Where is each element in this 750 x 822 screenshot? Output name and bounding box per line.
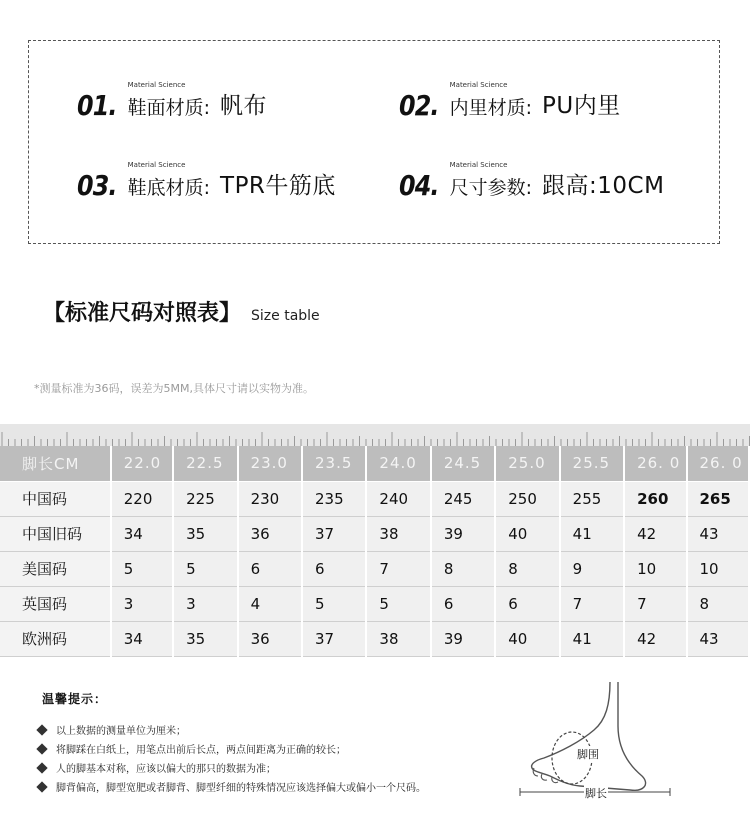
size-cell: 8	[495, 551, 559, 586]
size-cell: 40	[495, 516, 559, 551]
size-cell: 6	[431, 586, 495, 621]
size-cell: 6	[302, 551, 366, 586]
diamond-bullet-icon	[36, 781, 47, 792]
row-label: 美国码	[0, 551, 111, 586]
foot-length-cell: 22.0	[111, 446, 173, 481]
size-cell: 43	[687, 516, 750, 551]
material-number: 02.	[399, 89, 439, 122]
size-cell: 4	[238, 586, 302, 621]
foot-length-cell: 23.0	[238, 446, 302, 481]
size-cell: 8	[687, 586, 750, 621]
size-cell: 37	[302, 621, 366, 656]
size-cell: 38	[366, 516, 430, 551]
material-number: 04.	[399, 169, 439, 202]
material-science-caption: Material Science	[127, 161, 186, 169]
row-label: 欧洲码	[0, 621, 111, 656]
material-item-4	[399, 161, 665, 202]
size-cell: 240	[366, 481, 430, 516]
tip-text: 人的脚基本对称，应该以偏大的那只的数据为准；	[56, 764, 276, 775]
material-value: 帆布	[220, 93, 268, 119]
size-cell: 220	[111, 481, 173, 516]
foot-length-cell: 24.0	[366, 446, 430, 481]
material-label: 尺寸参数:	[449, 177, 533, 199]
size-cell: 7	[624, 586, 686, 621]
row-label: 中国码	[0, 481, 111, 516]
table-row	[0, 516, 749, 551]
size-cell: 250	[495, 481, 559, 516]
size-cell: 7	[366, 551, 430, 586]
tip-item	[38, 722, 186, 737]
size-cell: 8	[431, 551, 495, 586]
size-cell: 225	[173, 481, 237, 516]
material-science-caption: Material Science	[449, 81, 508, 89]
material-item-2	[399, 81, 621, 122]
ruler-strip	[0, 424, 750, 446]
row-label: 英国码	[0, 586, 111, 621]
material-science-caption: Material Science	[127, 81, 186, 89]
size-cell: 41	[560, 621, 624, 656]
material-value: 跟高:10CM	[542, 173, 665, 199]
size-cell: 42	[624, 621, 686, 656]
foot-measure-illustration	[510, 680, 680, 810]
size-cell: 36	[238, 621, 302, 656]
foot-length-cell: 25.5	[560, 446, 624, 481]
size-cell: 37	[302, 516, 366, 551]
size-cell: 36	[238, 516, 302, 551]
size-cell: 255	[560, 481, 624, 516]
size-cell: 38	[366, 621, 430, 656]
measurement-note: *测量标准为36码，误差为5MM,具体尺寸请以实物为准。	[34, 382, 314, 395]
table-row	[0, 481, 749, 516]
table-row	[0, 621, 749, 656]
material-item-3	[77, 161, 336, 202]
material-number: 03.	[77, 169, 117, 202]
material-value: PU内里	[542, 93, 621, 119]
material-info-box	[28, 40, 720, 244]
foot-length-cell: 25.0	[495, 446, 559, 481]
size-cell: 10	[687, 551, 750, 586]
size-cell: 7	[560, 586, 624, 621]
table-row	[0, 551, 749, 586]
foot-length-cell: 23.5	[302, 446, 366, 481]
size-cell: 245	[431, 481, 495, 516]
foot-length-cell: 24.5	[431, 446, 495, 481]
ruler-ticks	[0, 424, 750, 446]
size-cell: 35	[173, 516, 237, 551]
foot-length-cell: 26. 0	[687, 446, 750, 481]
size-cell: 42	[624, 516, 686, 551]
size-cell: 40	[495, 621, 559, 656]
foot-girth-label: 脚围	[577, 748, 599, 761]
tip-text: 将脚踩在白纸上，用笔点出前后长点，两点间距离为正确的较长；	[56, 745, 346, 756]
table-header-row	[0, 446, 749, 481]
foot-length-cell: 26. 0	[624, 446, 686, 481]
material-label: 鞋底材质:	[127, 177, 211, 199]
size-cell: 35	[173, 621, 237, 656]
size-cell: 39	[431, 621, 495, 656]
size-cell: 5	[302, 586, 366, 621]
table-row	[0, 586, 749, 621]
header-label: 脚长CM	[0, 446, 111, 481]
tip-text: 以上数据的测量单位为厘米；	[56, 726, 186, 737]
diamond-bullet-icon	[36, 762, 47, 773]
size-cell: 34	[111, 621, 173, 656]
size-cell: 41	[560, 516, 624, 551]
material-number: 01.	[77, 89, 117, 122]
tip-item	[38, 779, 426, 794]
size-cell: 3	[111, 586, 173, 621]
size-cell: 5	[366, 586, 430, 621]
size-cell: 5	[111, 551, 173, 586]
size-cell: 6	[495, 586, 559, 621]
material-science-caption: Material Science	[449, 161, 508, 169]
size-table-title-cn: 【标准尺码对照表】	[43, 301, 242, 326]
size-table-heading	[43, 296, 320, 327]
material-item-1	[77, 81, 268, 122]
material-label: 鞋面材质:	[127, 97, 211, 119]
tips-title: 温馨提示：	[42, 692, 108, 706]
tip-text: 脚背偏高，脚型宽肥或者脚背、脚型纤细的特殊情况应该选择偏大或偏小一个尺码。	[56, 783, 426, 794]
size-cell: 3	[173, 586, 237, 621]
diamond-bullet-icon	[36, 724, 47, 735]
size-cell: 5	[173, 551, 237, 586]
tip-item	[38, 741, 346, 756]
size-cell: 39	[431, 516, 495, 551]
size-cell: 6	[238, 551, 302, 586]
diamond-bullet-icon	[36, 743, 47, 754]
size-table-title-en: Size table	[251, 308, 320, 324]
size-cell: 9	[560, 551, 624, 586]
size-cell: 10	[624, 551, 686, 586]
size-cell: 265	[687, 481, 750, 516]
size-cell: 230	[238, 481, 302, 516]
size-table	[0, 446, 750, 657]
material-value: TPR牛筋底	[220, 173, 336, 199]
tip-item	[38, 760, 276, 775]
foot-length-label: 脚长	[585, 787, 607, 800]
size-cell: 260	[624, 481, 686, 516]
size-cell: 34	[111, 516, 173, 551]
size-cell: 43	[687, 621, 750, 656]
material-label: 内里材质:	[449, 97, 533, 119]
foot-length-cell: 22.5	[173, 446, 237, 481]
row-label: 中国旧码	[0, 516, 111, 551]
size-cell: 235	[302, 481, 366, 516]
